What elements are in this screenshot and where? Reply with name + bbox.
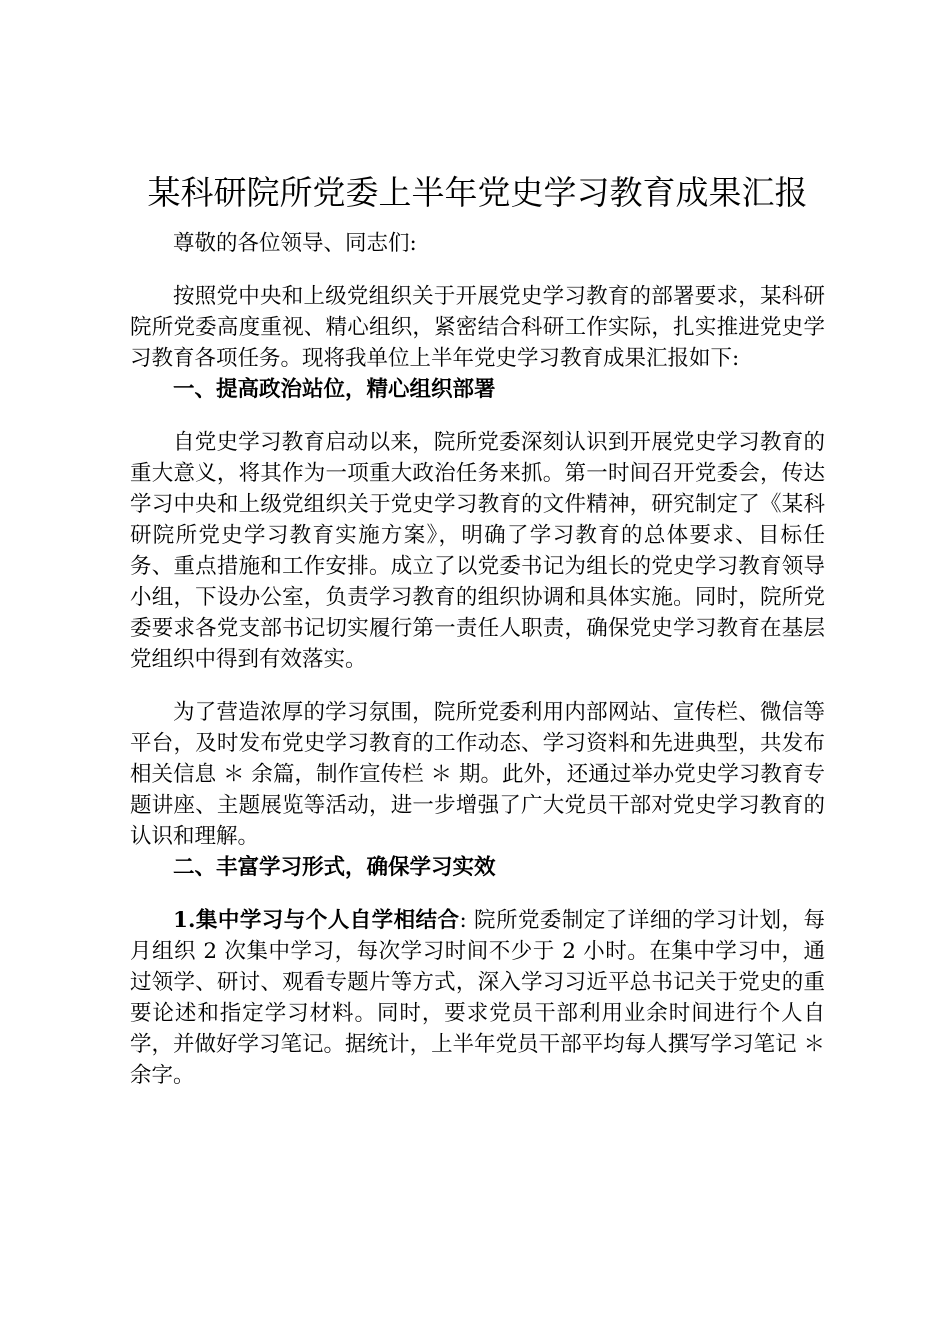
section-2-item-1-text: : 院所党委制定了详细的学习计划，每月组织 2 次集中学习，每次学习时间不少于 2 小时。在集中学习中，通过领学、研讨、观看专题片等方式，深入学习习近平总书记关于党史的重要论述和指定学习材料。同时，要求党员干部利用业余时间进行个人自学，并做好学习笔记。据统计，上半年党员干部平均每人撰写学习笔记 ＊ 余字。	[130, 908, 825, 1088]
intro-paragraph: 按照党中央和上级党组织关于开展党史学习教育的部署要求，某科研院所党委高度重视、精心组织，紧密结合科研工作实际，扎实推进党史学习教育各项任务。现将我单位上半年党史学习教育成果汇报如下:	[130, 284, 825, 371]
section-2-item-1	[130, 905, 825, 1091]
section-1-paragraph-2: 为了营造浓厚的学习氛围，院所党委利用内部网站、宣传栏、微信等平台，及时发布党史学习教育的工作动态、学习资料和先进典型，共发布相关信息 ＊ 余篇，制作宣传栏 ＊ 期。此外，还通过举办党史学习教育专题讲座、主题展览等活动，进一步增强了广大党员干部对党史学习教育的认识和理解。	[130, 700, 825, 849]
section-2-heading: 二、丰富学习形式，确保学习实效	[173, 855, 496, 880]
section-1-paragraph-1: 自党史学习教育启动以来，院所党委深刻认识到开展党史学习教育的重大意义，将其作为一项重大政治任务来抓。第一时间召开党委会，传达学习中央和上级党组织关于党史学习教育的文件精神，研究制定了《某科研院所党史学习教育实施方案》，明确了学习教育的总体要求、目标任务、重点措施和工作安排。成立了以党委书记为组长的党史学习教育领导小组，下设办公室，负责学习教育的组织协调和具体实施。同时，院所党委要求各党支部书记切实履行第一责任人职责，确保党史学习教育在基层党组织中得到有效落实。	[130, 430, 825, 672]
section-1-heading: 一、提高政治站位，精心组织部署	[173, 377, 496, 402]
section-2-item-1-lead: 1.集中学习与个人自学相结合	[173, 908, 460, 933]
document-title: 某科研院所党委上半年党史学习教育成果汇报	[147, 173, 808, 212]
document-page	[130, 168, 825, 1091]
salutation: 尊敬的各位领导、同志们:	[173, 231, 417, 256]
